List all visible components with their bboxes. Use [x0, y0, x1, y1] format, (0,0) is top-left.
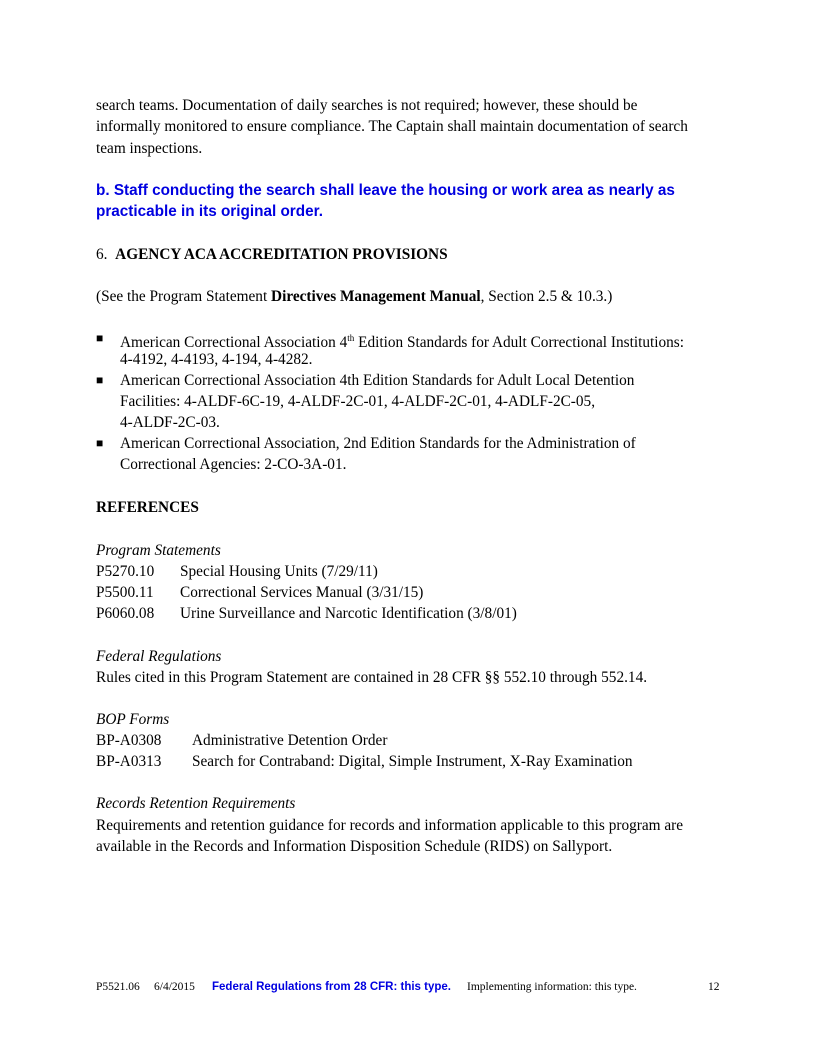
see-note	[96, 286, 612, 307]
body-text: team inspections.	[96, 140, 203, 157]
ref-title: Urine Surveillance and Narcotic Identification (3/8/01)	[180, 605, 517, 622]
ref-title: Correctional Services Manual (3/31/15)	[180, 584, 424, 601]
body-text: informally monitored to ensure compliance. The Captain shall maintain documentation of search	[96, 118, 688, 135]
footer-impl-note: Implementing information: this type.	[467, 981, 637, 993]
ref-code: P5270.10	[96, 563, 155, 580]
references-heading: REFERENCES	[96, 499, 199, 516]
text: Edition Standards for Adult Correctional Institutions:	[354, 334, 684, 352]
subheading: Program Statements	[96, 542, 221, 559]
subheading: Federal Regulations	[96, 648, 222, 665]
manual-name: Directives Management Manual	[271, 288, 481, 305]
bullet-text: 4-ALDF-2C-03.	[120, 414, 220, 431]
form-title: Administrative Detention Order	[192, 732, 388, 749]
regulation-text: b. Staff conducting the search shall leave the housing or work area as nearly as	[96, 182, 675, 199]
text: , Section 2.5 & 10.3.)	[480, 288, 613, 305]
footer-regs-note: Federal Regulations from 28 CFR: this type.	[212, 981, 451, 993]
ref-title: Special Housing Units (7/29/11)	[180, 563, 378, 580]
ref-code: P6060.08	[96, 605, 155, 622]
text: (See the Program Statement	[96, 288, 272, 305]
page-number: 12	[708, 981, 720, 993]
body-text: search teams. Documentation of daily searches is not required; however, these should be	[96, 97, 638, 114]
regulation-text: practicable in its original order.	[96, 203, 323, 220]
section-heading	[96, 244, 448, 265]
subheading: BOP Forms	[96, 711, 170, 728]
footer-date: 6/4/2015	[154, 981, 195, 993]
text: American Correctional Association 4	[120, 334, 348, 352]
form-title: Search for Contraband: Digital, Simple Instrument, X-Ray Examination	[192, 753, 633, 770]
body-text: available in the Records and Information Disposition Schedule (RIDS) on Sallyport.	[96, 838, 613, 855]
body-text: Rules cited in this Program Statement are contained in 28 CFR §§ 552.10 through 552.14.	[96, 669, 648, 686]
body-text: Requirements and retention guidance for records and information applicable to this program are	[96, 817, 684, 834]
bullet-text: Correctional Agencies: 2-CO-3A-01.	[120, 456, 347, 473]
bullet-text: 4-4192, 4-4193, 4-194, 4-4282.	[120, 351, 313, 368]
bullet-icon: ■	[96, 331, 104, 345]
section-number: 6.	[96, 246, 108, 263]
bullet-icon: ■	[96, 373, 104, 387]
bullet-icon: ■	[96, 436, 104, 450]
subheading: Records Retention Requirements	[96, 795, 296, 812]
superscript: th	[347, 333, 355, 343]
bullet-text: American Correctional Association, 2nd Edition Standards for the Administration of	[120, 435, 636, 452]
ref-code: P5500.11	[96, 584, 154, 601]
section-title: AGENCY ACA ACCREDITATION PROVISIONS	[115, 246, 448, 263]
form-code: BP-A0308	[96, 732, 162, 749]
form-code: BP-A0313	[96, 753, 162, 770]
bullet-text: Facilities: 4-ALDF-6C-19, 4-ALDF-2C-01, 4-ALDF-2C-01, 4-ADLF-2C-05,	[120, 393, 596, 410]
footer-doc-number: P5521.06	[96, 981, 140, 993]
bullet-text: American Correctional Association 4th Edition Standards for Adult Local Detention	[120, 372, 635, 389]
